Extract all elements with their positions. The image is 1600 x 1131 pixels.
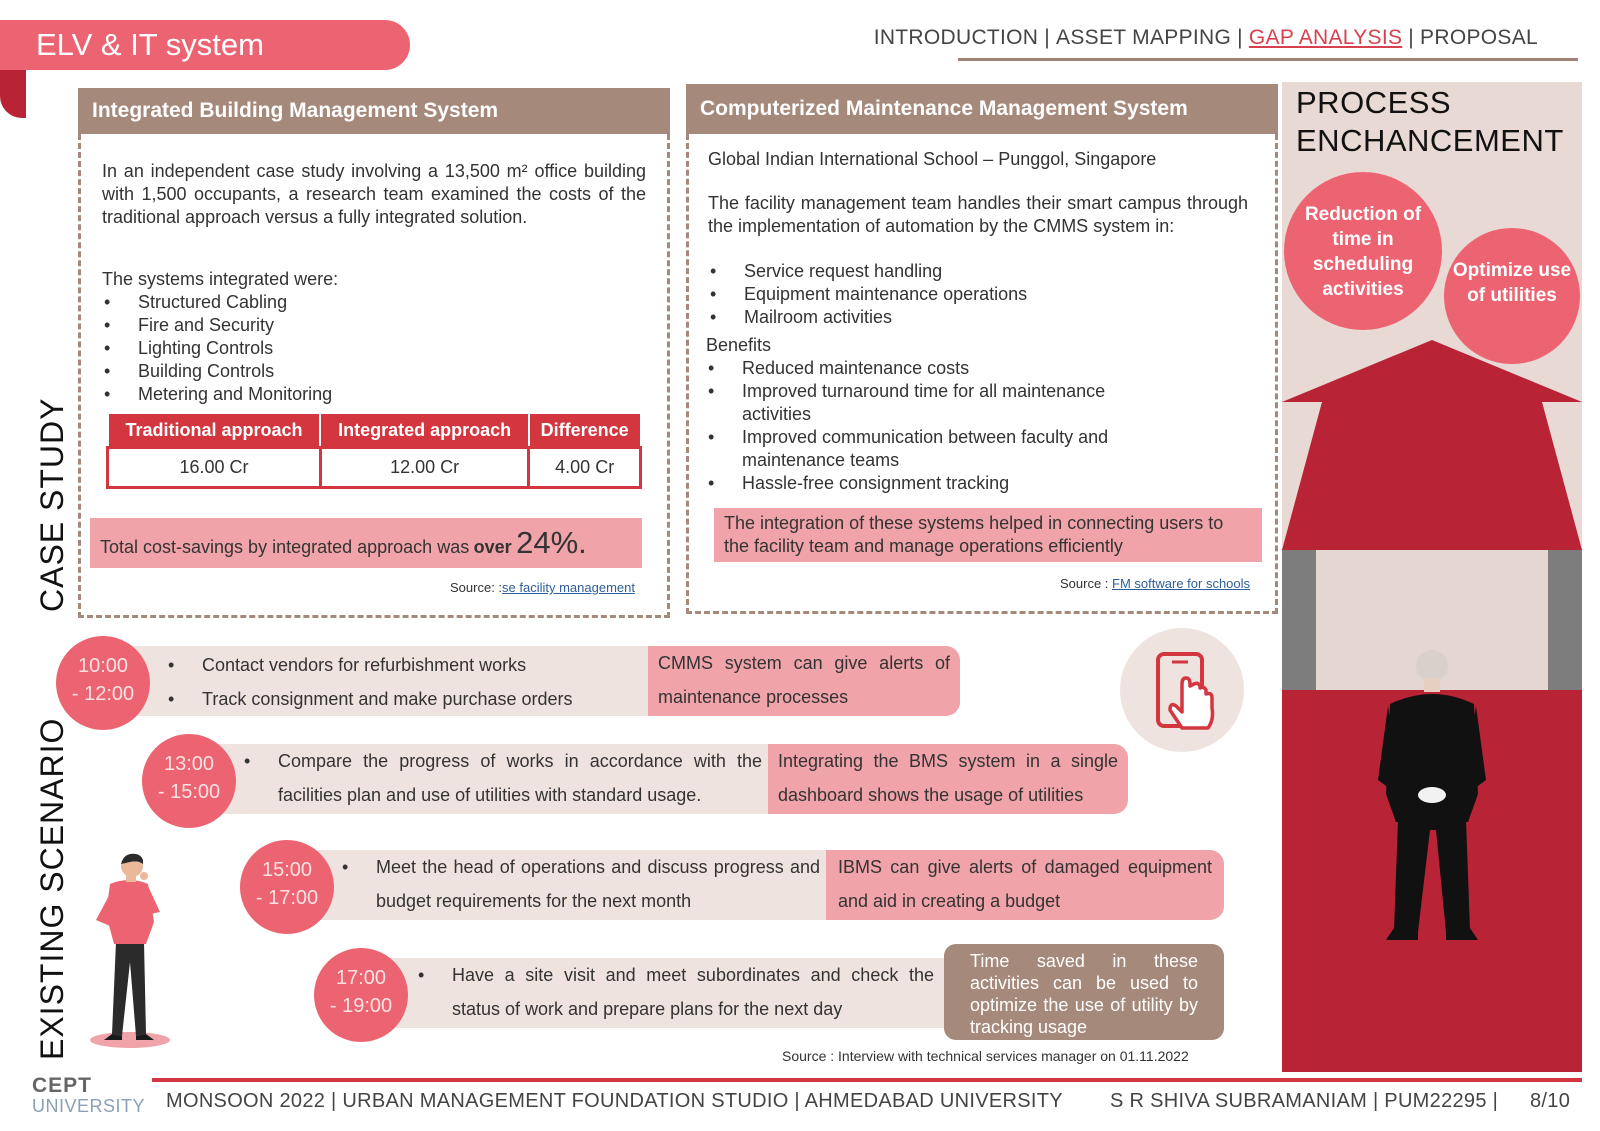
red-carpet-illustration xyxy=(1282,340,1582,1072)
list-item: • Mailroom activities xyxy=(708,306,1208,329)
nav-proposal[interactable]: PROPOSAL xyxy=(1420,26,1538,49)
footer-studio-info: MONSOON 2022 | URBAN MANAGEMENT FOUNDATION STUDIO | AHMEDABAD UNIVERSITY xyxy=(166,1090,1063,1112)
source-label: Source: : xyxy=(450,580,503,595)
timeline-row-4-list xyxy=(416,958,934,1026)
nav-gap-analysis[interactable]: GAP ANALYSIS xyxy=(1248,26,1403,49)
table-header: Difference xyxy=(529,413,641,448)
cmms-uses-list xyxy=(708,260,1208,329)
timeline-row-2-insight: Integrating the BMS system in a single dashboard shows the usage of utilities xyxy=(768,744,1128,814)
logo-top: CEPT xyxy=(32,1074,93,1097)
timeline-row-2-time: 13:00 - 15:00 xyxy=(142,734,236,828)
nav-asset-mapping[interactable]: ASSET MAPPING xyxy=(1056,26,1232,49)
list-item: • Improved communication between faculty and maintenance teams xyxy=(706,426,1176,472)
timeline-row-3-time: 15:00 - 17:00 xyxy=(240,840,334,934)
logo-bottom: UNIVERSITY xyxy=(32,1096,146,1116)
page-title: ELV & IT system xyxy=(0,20,410,70)
cmms-title: Computerized Maintenance Management System xyxy=(686,84,1278,134)
list-item: • Metering and Monitoring xyxy=(102,383,502,406)
cmms-panel xyxy=(686,84,1278,614)
timeline-source: Source : Interview with technical services manager on 01.11.2022 xyxy=(782,1048,1189,1064)
timeline-row-2-list xyxy=(242,744,762,812)
thinking-person-illustration xyxy=(82,850,182,1050)
list-item: • Have a site visit and meet subordinates and check the status of work and prepare plans for the next day xyxy=(416,958,934,1026)
process-title: PROCESS ENCHANCEMENT xyxy=(1296,85,1564,158)
source-link[interactable]: FM software for schools xyxy=(1112,576,1251,591)
list-item: • Lighting Controls xyxy=(102,337,502,360)
timeline-row-1-list xyxy=(166,648,626,716)
list-item: • Improved turnaround time for all maintenance activities xyxy=(706,380,1176,426)
table-cell: 12.00 Cr xyxy=(320,448,528,488)
optimize-utilities-circle: Optimize use of utilities xyxy=(1444,228,1580,364)
source-label: Source : xyxy=(1060,576,1109,591)
ibms-panel xyxy=(78,88,670,618)
list-item: • Hassle-free consignment tracking xyxy=(706,472,1176,495)
nav-introduction[interactable]: INTRODUCTION xyxy=(873,26,1039,49)
timeline-row-3-list xyxy=(340,850,820,918)
reduction-time-circle: Reduction of time in scheduling activities xyxy=(1284,172,1442,330)
table-header: Traditional approach xyxy=(108,413,321,448)
timeline-row-1-time: 10:00 - 12:00 xyxy=(56,636,150,730)
table-cell: 16.00 Cr xyxy=(108,448,321,488)
timeline-row-3-insight: IBMS can give alerts of damaged equipment and aid in creating a budget xyxy=(826,850,1224,920)
nav-underline xyxy=(958,58,1578,61)
list-item: • Service request handling xyxy=(708,260,1208,283)
cept-university-logo xyxy=(32,1076,152,1116)
list-item: • Fire and Security xyxy=(102,314,502,337)
top-navigation: INTRODUCTION | ASSET MAPPING | GAP ANALYSIS | PROPOSAL xyxy=(873,26,1538,49)
list-item: • Contact vendors for refurbishment works xyxy=(166,648,626,682)
list-item: • Reduced maintenance costs xyxy=(706,357,1176,380)
cost-comparison-table xyxy=(106,412,642,489)
savings-callout xyxy=(90,518,642,568)
cmms-benefits-label: Benefits xyxy=(706,335,772,355)
timeline-row-1-insight: CMMS system can give alerts of maintenance processes xyxy=(648,646,960,716)
existing-scenario-label: EXISTING SCENARIO xyxy=(34,717,70,1060)
cmms-note: The integration of these systems helped in connecting users to the facility team and manage operations efficiently xyxy=(714,508,1262,562)
savings-text: Total cost-savings by integrated approach was xyxy=(100,537,470,557)
footer-author: S R SHIVA SUBRAMANIAM | PUM22295 | xyxy=(1110,1090,1499,1112)
phone-touch-icon xyxy=(1120,628,1244,752)
ibms-systems-label: The systems integrated were: xyxy=(102,269,339,289)
cmms-intro: The facility management team handles their smart campus through the implementation of automation by the CMMS system in: xyxy=(708,193,1248,236)
list-item: • Compare the progress of works in accordance with the facilities plan and use of utilities with standard usage. xyxy=(242,744,762,812)
timeline-row-4-time: 17:00 - 19:00 xyxy=(314,948,408,1042)
list-item: • Meet the head of operations and discuss progress and budget requirements for the next month xyxy=(340,850,820,918)
savings-over: over xyxy=(473,537,512,557)
ibms-intro: In an independent case study involving a 13,500 m² office building with 1,500 occupants, a research team examined the costs of the traditional approach versus a fully integrated solution. xyxy=(102,161,646,227)
table-header: Integrated approach xyxy=(320,413,528,448)
list-item: • Building Controls xyxy=(102,360,502,383)
footer-divider xyxy=(152,1078,1582,1082)
page-number: 8/10 xyxy=(1530,1090,1571,1112)
list-item: • Structured Cabling xyxy=(102,291,502,314)
time-saved-callout: Time saved in these activities can be used to optimize the use of utility by tracking usage xyxy=(944,944,1224,1040)
ibms-title: Integrated Building Management System xyxy=(78,88,670,134)
cmms-benefits-list xyxy=(706,357,1176,495)
cmms-school: Global Indian International School – Punggol, Singapore xyxy=(708,149,1157,169)
ibms-source xyxy=(450,580,635,595)
list-item: • Equipment maintenance operations xyxy=(708,283,1208,306)
cmms-source xyxy=(1060,576,1250,591)
table-cell: 4.00 Cr xyxy=(529,448,641,488)
list-item: • Track consignment and make purchase orders xyxy=(166,682,626,716)
case-study-label: CASE STUDY xyxy=(34,397,70,612)
source-link[interactable]: se facility management xyxy=(502,580,635,595)
ibms-systems-list xyxy=(102,291,502,406)
savings-percentage: 24%. xyxy=(516,525,587,560)
title-ribbon-curl xyxy=(0,62,26,118)
